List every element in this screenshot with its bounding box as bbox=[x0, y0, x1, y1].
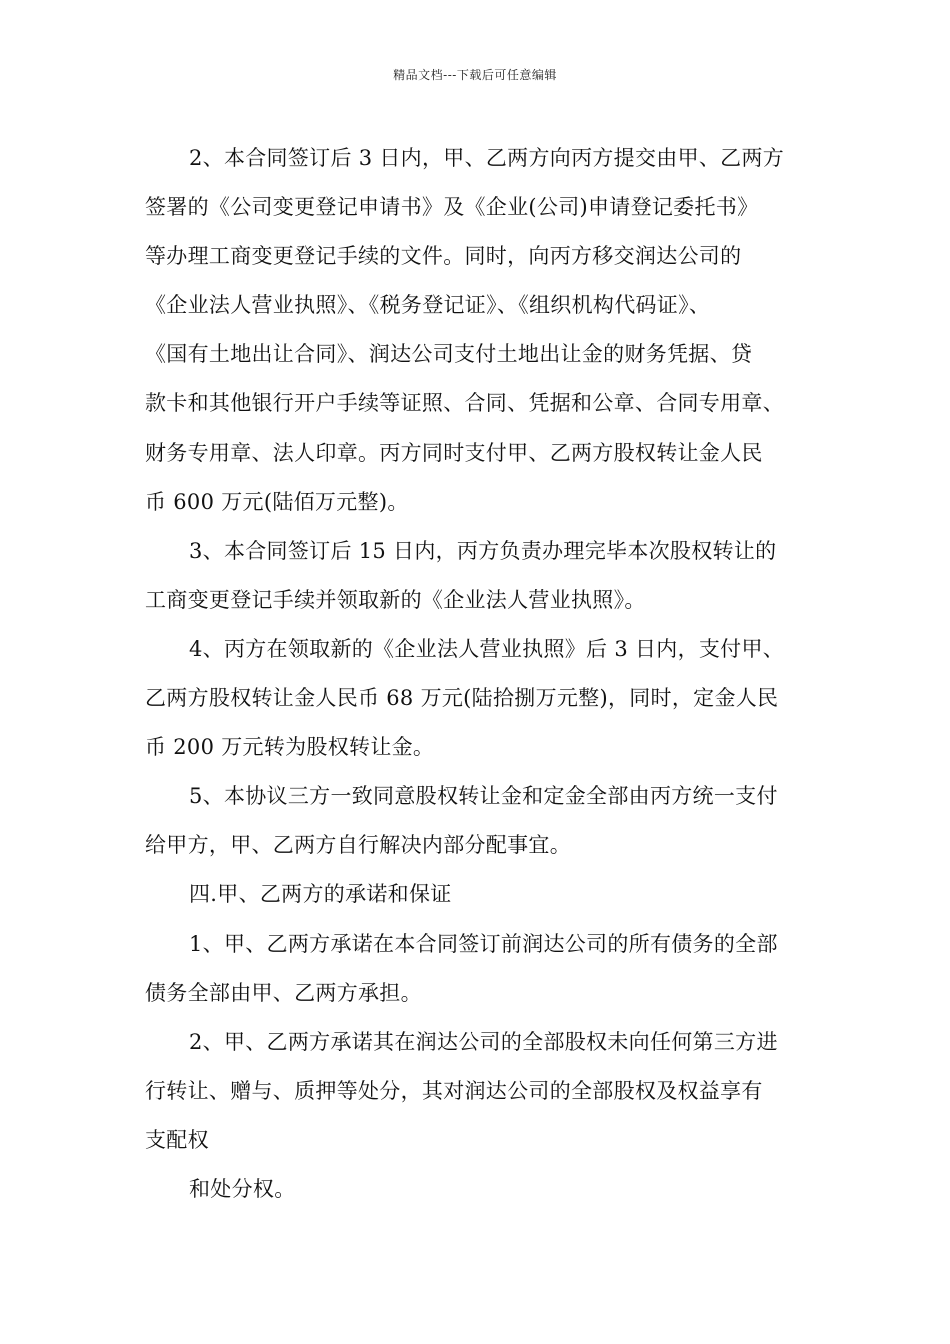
paragraph-line: 2、甲、乙两方承诺其在润达公司的全部股权未向任何第三方进 bbox=[189, 1029, 778, 1054]
paragraph-line: 4、丙方在领取新的《企业法人营业执照》后 3 日内，支付甲、 bbox=[189, 636, 785, 661]
paragraph-line: 等办理工商变更登记手续的文件。同时，向丙方移交润达公司的 bbox=[145, 244, 742, 269]
page-header: 精品文档---下载后可任意编辑 bbox=[393, 68, 557, 82]
paragraph-line: 乙两方股权转让金人民币 68 万元(陆拾捌万元整)，同时，定金人民 bbox=[145, 686, 779, 711]
paragraph-line: 《企业法人营业执照》、《税务登记证》、《组织机构代码证》、 bbox=[145, 293, 711, 318]
paragraph-line: 行转让、赠与、质押等处分，其对润达公司的全部股权及权益享有 bbox=[145, 1078, 763, 1103]
paragraph-line: 《国有土地出让合同》、润达公司支付土地出让金的财务凭据、贷 bbox=[145, 342, 753, 367]
paragraph-line: 币 600 万元(陆佰万元整)。 bbox=[145, 489, 409, 514]
paragraph-line: 1、甲、乙两方承诺在本合同签订前润达公司的所有债务的全部 bbox=[189, 931, 778, 956]
paragraph-line: 支配权 bbox=[145, 1127, 209, 1152]
section-heading: 四.甲、乙两方的承诺和保证 bbox=[189, 882, 452, 907]
paragraph-line: 财务专用章、法人印章。丙方同时支付甲、乙两方股权转让金人民 bbox=[145, 440, 763, 465]
paragraph-line: 签署的《公司变更登记申请书》及《企业(公司)申请登记委托书》 bbox=[145, 195, 759, 220]
paragraph-line: 工商变更登记手续并领取新的《企业法人营业执照》。 bbox=[145, 587, 646, 612]
paragraph-line: 3、本合同签订后 15 日内，丙方负责办理完毕本次股权转让的 bbox=[189, 538, 777, 563]
paragraph-line: 5、本协议三方一致同意股权转让金和定金全部由丙方统一支付 bbox=[189, 784, 778, 809]
paragraph-line: 款卡和其他银行开户手续等证照、合同、凭据和公章、合同专用章、 bbox=[145, 391, 784, 416]
document-body bbox=[145, 134, 825, 1214]
paragraph-line: 币 200 万元转为股权转让金。 bbox=[145, 735, 435, 760]
paragraph-line: 债务全部由甲、乙两方承担。 bbox=[145, 980, 422, 1005]
paragraph-line: 2、本合同签订后 3 日内，甲、乙两方向丙方提交由甲、乙两方 bbox=[189, 146, 785, 170]
paragraph-line: 给甲方，甲、乙两方自行解决内部分配事宜。 bbox=[145, 833, 571, 858]
paragraph-line: 和处分权。 bbox=[189, 1176, 296, 1201]
